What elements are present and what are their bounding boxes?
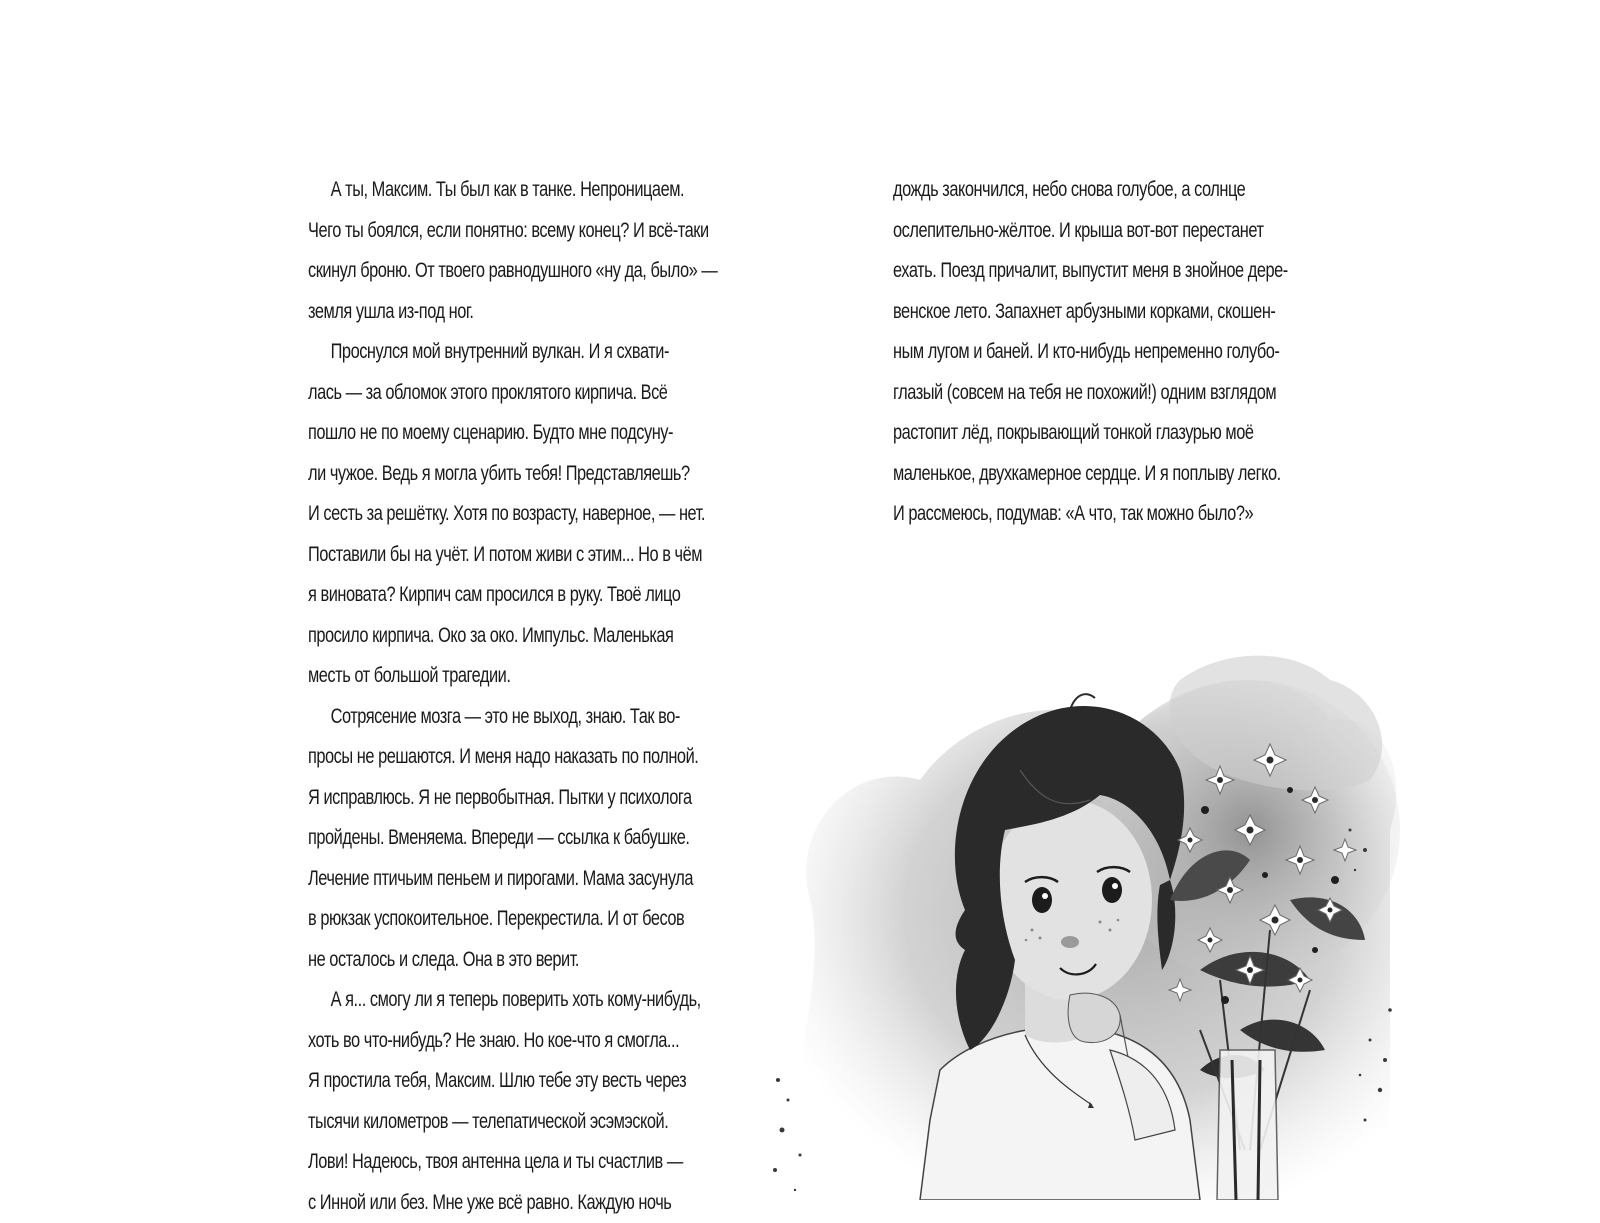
text-line: Чего ты боялся, если понятно: всему конец? И всё-таки bbox=[308, 211, 707, 252]
text-line: месть от большой трагедии. bbox=[308, 656, 707, 697]
text-line: просило кирпича. Око за око. Импульс. Маленькая bbox=[308, 616, 707, 657]
text-line: пройдены. Вменяема. Впереди — ссылка к бабушке. bbox=[308, 818, 707, 859]
text-line: растопит лёд, покрывающий тонкой глазурью моё bbox=[893, 413, 1292, 454]
text-line: хоть во что-нибудь? Не знаю. Но кое-что я смогла... bbox=[308, 1021, 707, 1062]
text-line: Лови! Надеюсь, твоя антенна цела и ты счастлив — bbox=[308, 1142, 707, 1183]
left-text-column bbox=[308, 170, 708, 1223]
text-line: тысячи километров — телепатической эсэмэской. bbox=[308, 1102, 707, 1143]
text-line: Я исправлюсь. Я не первобытная. Пытки у психолога bbox=[308, 778, 707, 819]
text-line: я виновата? Кирпич сам просился в руку. Твоё лицо bbox=[308, 575, 707, 616]
text-line: не осталось и следа. Она в это верит. bbox=[308, 940, 707, 981]
text-line: Поставили бы на учёт. И потом живи с этим... Но в чём bbox=[308, 535, 707, 576]
text-line: земля ушла из-под ног. bbox=[308, 292, 707, 333]
text-line: в рюкзак успокоительное. Перекрестила. И от бесов bbox=[308, 899, 707, 940]
text-line: Лечение птичьим пеньем и пирогами. Мама засунула bbox=[308, 859, 707, 900]
text-line: венское лето. Запахнет арбузными корками, скошен- bbox=[893, 292, 1292, 333]
text-line: Я простила тебя, Максим. Шлю тебе эту весть через bbox=[308, 1061, 707, 1102]
text-line: А я... смогу ли я теперь поверить хоть кому-нибудь, bbox=[308, 980, 730, 1021]
text-line: И рассмеюсь, подумав: «А что, так можно было?» bbox=[893, 494, 1292, 535]
text-line: дождь закончился, небо снова голубое, а солнце bbox=[893, 170, 1292, 211]
girl-with-bouquet-illustration bbox=[770, 650, 1410, 1200]
text-line: маленькое, двухкамерное сердце. И я поплыву легко. bbox=[893, 454, 1292, 495]
text-line: лась — за обломок этого проклятого кирпича. Всё bbox=[308, 373, 707, 414]
text-line: глазый (совсем на тебя не похожий!) одним взглядом bbox=[893, 373, 1292, 414]
text-line: И сесть за решётку. Хотя по возрасту, наверное, — нет. bbox=[308, 494, 707, 535]
right-text-column bbox=[893, 170, 1293, 535]
text-line: скинул броню. От твоего равнодушного «ну да, было» — bbox=[308, 251, 707, 292]
text-line: с Инной или без. Мне уже всё равно. Каждую ночь bbox=[308, 1183, 707, 1223]
text-line: Проснулся мой внутренний вулкан. И я схвати- bbox=[308, 332, 730, 373]
text-line: пошло не по моему сценарию. Будто мне подсуну- bbox=[308, 413, 707, 454]
text-line: ли чужое. Ведь я могла убить тебя! Представляешь? bbox=[308, 454, 707, 495]
text-line: ослепительно-жёлтое. И крыша вот-вот перестанет bbox=[893, 211, 1292, 252]
text-line: Сотрясение мозга — это не выход, знаю. Так во- bbox=[308, 697, 730, 738]
text-line: ным лугом и баней. И кто-нибудь непременно голубо- bbox=[893, 332, 1292, 373]
text-line: ехать. Поезд причалит, выпустит меня в знойное дере- bbox=[893, 251, 1292, 292]
text-line: А ты, Максим. Ты был как в танке. Непроницаем. bbox=[308, 170, 730, 211]
text-line: просы не решаются. И меня надо наказать по полной. bbox=[308, 737, 707, 778]
